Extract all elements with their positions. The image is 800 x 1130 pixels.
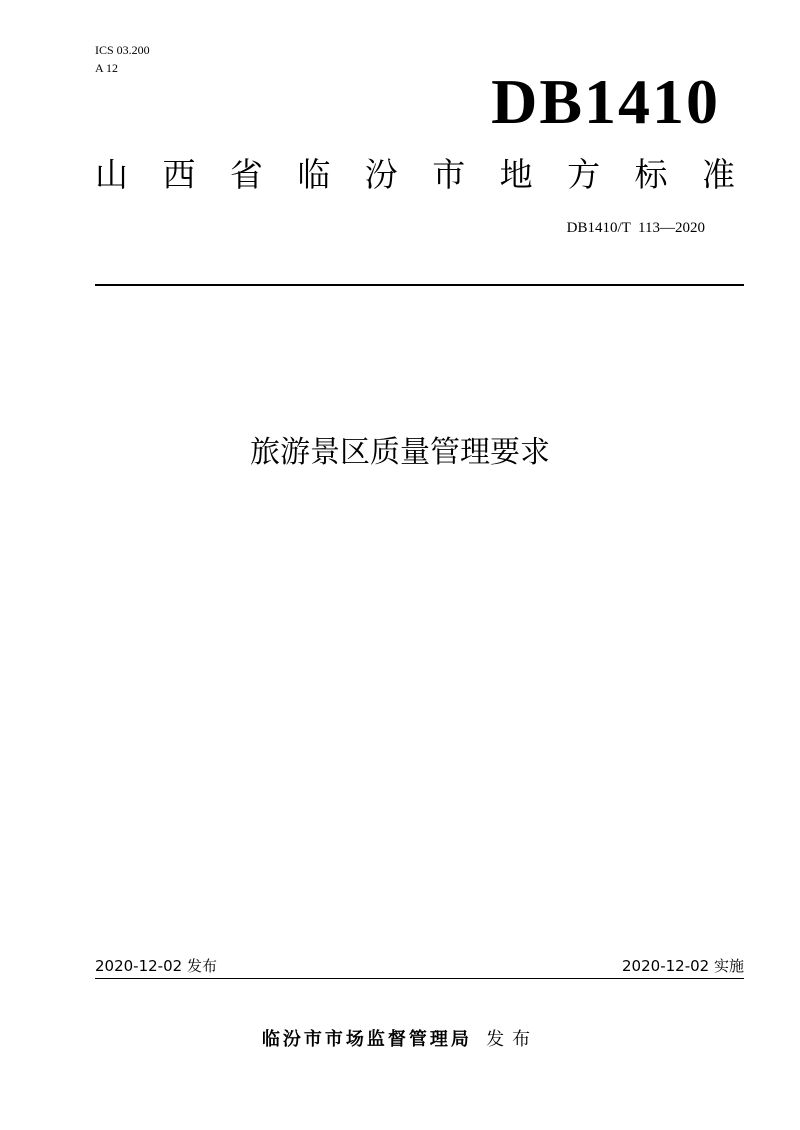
issuer-name: 临汾市市场监督管理局	[261, 1029, 472, 1050]
title-char: 临	[297, 155, 331, 194]
issuer-action: 发布	[486, 1029, 539, 1050]
classification-code: A 12	[95, 61, 119, 75]
title-char: 山	[95, 155, 128, 194]
title-char: 标	[634, 155, 668, 194]
title-char: 准	[701, 155, 735, 194]
implement-date: 2020-12-02	[622, 957, 710, 975]
bottom-divider	[95, 978, 744, 979]
title-char: 方	[567, 155, 601, 194]
implement-label: 实施	[713, 957, 744, 975]
top-divider	[95, 284, 744, 286]
title-char: 地	[499, 155, 533, 194]
standard-number: DB1410/T 113—2020	[566, 220, 705, 236]
issuer-line	[0, 1028, 800, 1052]
publish-date-line	[95, 956, 217, 976]
standard-category-title	[95, 153, 735, 197]
db-code-title: DB1410	[491, 66, 720, 137]
title-char: 西	[162, 155, 196, 194]
implement-date-line	[622, 956, 744, 976]
title-char: 汾	[364, 155, 398, 194]
title-char: 省	[229, 155, 263, 194]
publish-label: 发布	[186, 957, 217, 975]
document-title: 旅游景区质量管理要求	[250, 435, 550, 470]
title-char: 市	[432, 155, 466, 194]
ics-code: ICS 03.200	[95, 43, 150, 57]
publish-date: 2020-12-02	[95, 957, 183, 975]
